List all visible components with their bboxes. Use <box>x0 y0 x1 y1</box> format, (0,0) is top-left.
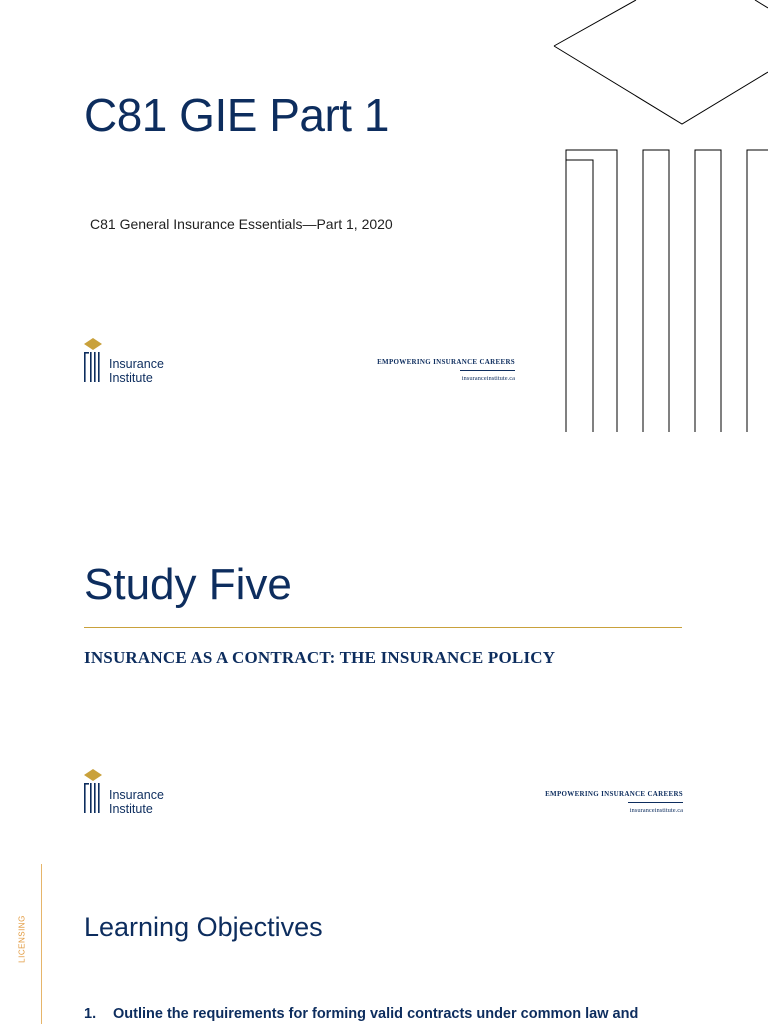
objectives-slide <box>0 864 768 1024</box>
section-side-label: LICENSING <box>17 915 27 963</box>
pillar-logo-icon <box>82 768 106 818</box>
slide-title: Learning Objectives <box>84 912 323 942</box>
slide-title: C81 GIE Part 1 <box>84 89 389 141</box>
tagline-block <box>365 358 515 382</box>
title-divider <box>84 627 682 628</box>
study-slide <box>0 432 768 864</box>
insurance-institute-logo <box>82 337 192 387</box>
tagline: EMPOWERING INSURANCE CAREERS <box>545 790 683 798</box>
pillar-logo-icon <box>82 337 106 387</box>
website-url: insuranceinstitute.ca <box>629 807 683 814</box>
tagline-divider <box>628 802 683 803</box>
slide-subtitle: C81 General Insurance Essentials—Part 1, 2020 <box>90 216 393 232</box>
website-url: insuranceinstitute.ca <box>461 375 515 382</box>
title-slide <box>0 0 768 432</box>
logo-text: Insurance Institute <box>109 788 164 816</box>
list-item <box>84 1006 638 1022</box>
logo-text: Insurance Institute <box>109 357 164 385</box>
side-divider <box>41 864 42 1024</box>
tagline-block <box>533 790 683 814</box>
tagline: EMPOWERING INSURANCE CAREERS <box>377 358 515 366</box>
insurance-institute-logo <box>82 768 192 818</box>
objective-number: 1. <box>84 1006 97 1022</box>
tagline-divider <box>460 370 515 371</box>
objectives-list <box>84 1006 638 1022</box>
pillar-outline-icon <box>550 0 768 432</box>
slide-subtitle: INSURANCE AS A CONTRACT: THE INSURANCE POLICY <box>84 648 556 667</box>
slide-title: Study Five <box>84 560 292 609</box>
objective-text: Outline the requirements for forming valid contracts under common law and <box>113 1006 639 1022</box>
